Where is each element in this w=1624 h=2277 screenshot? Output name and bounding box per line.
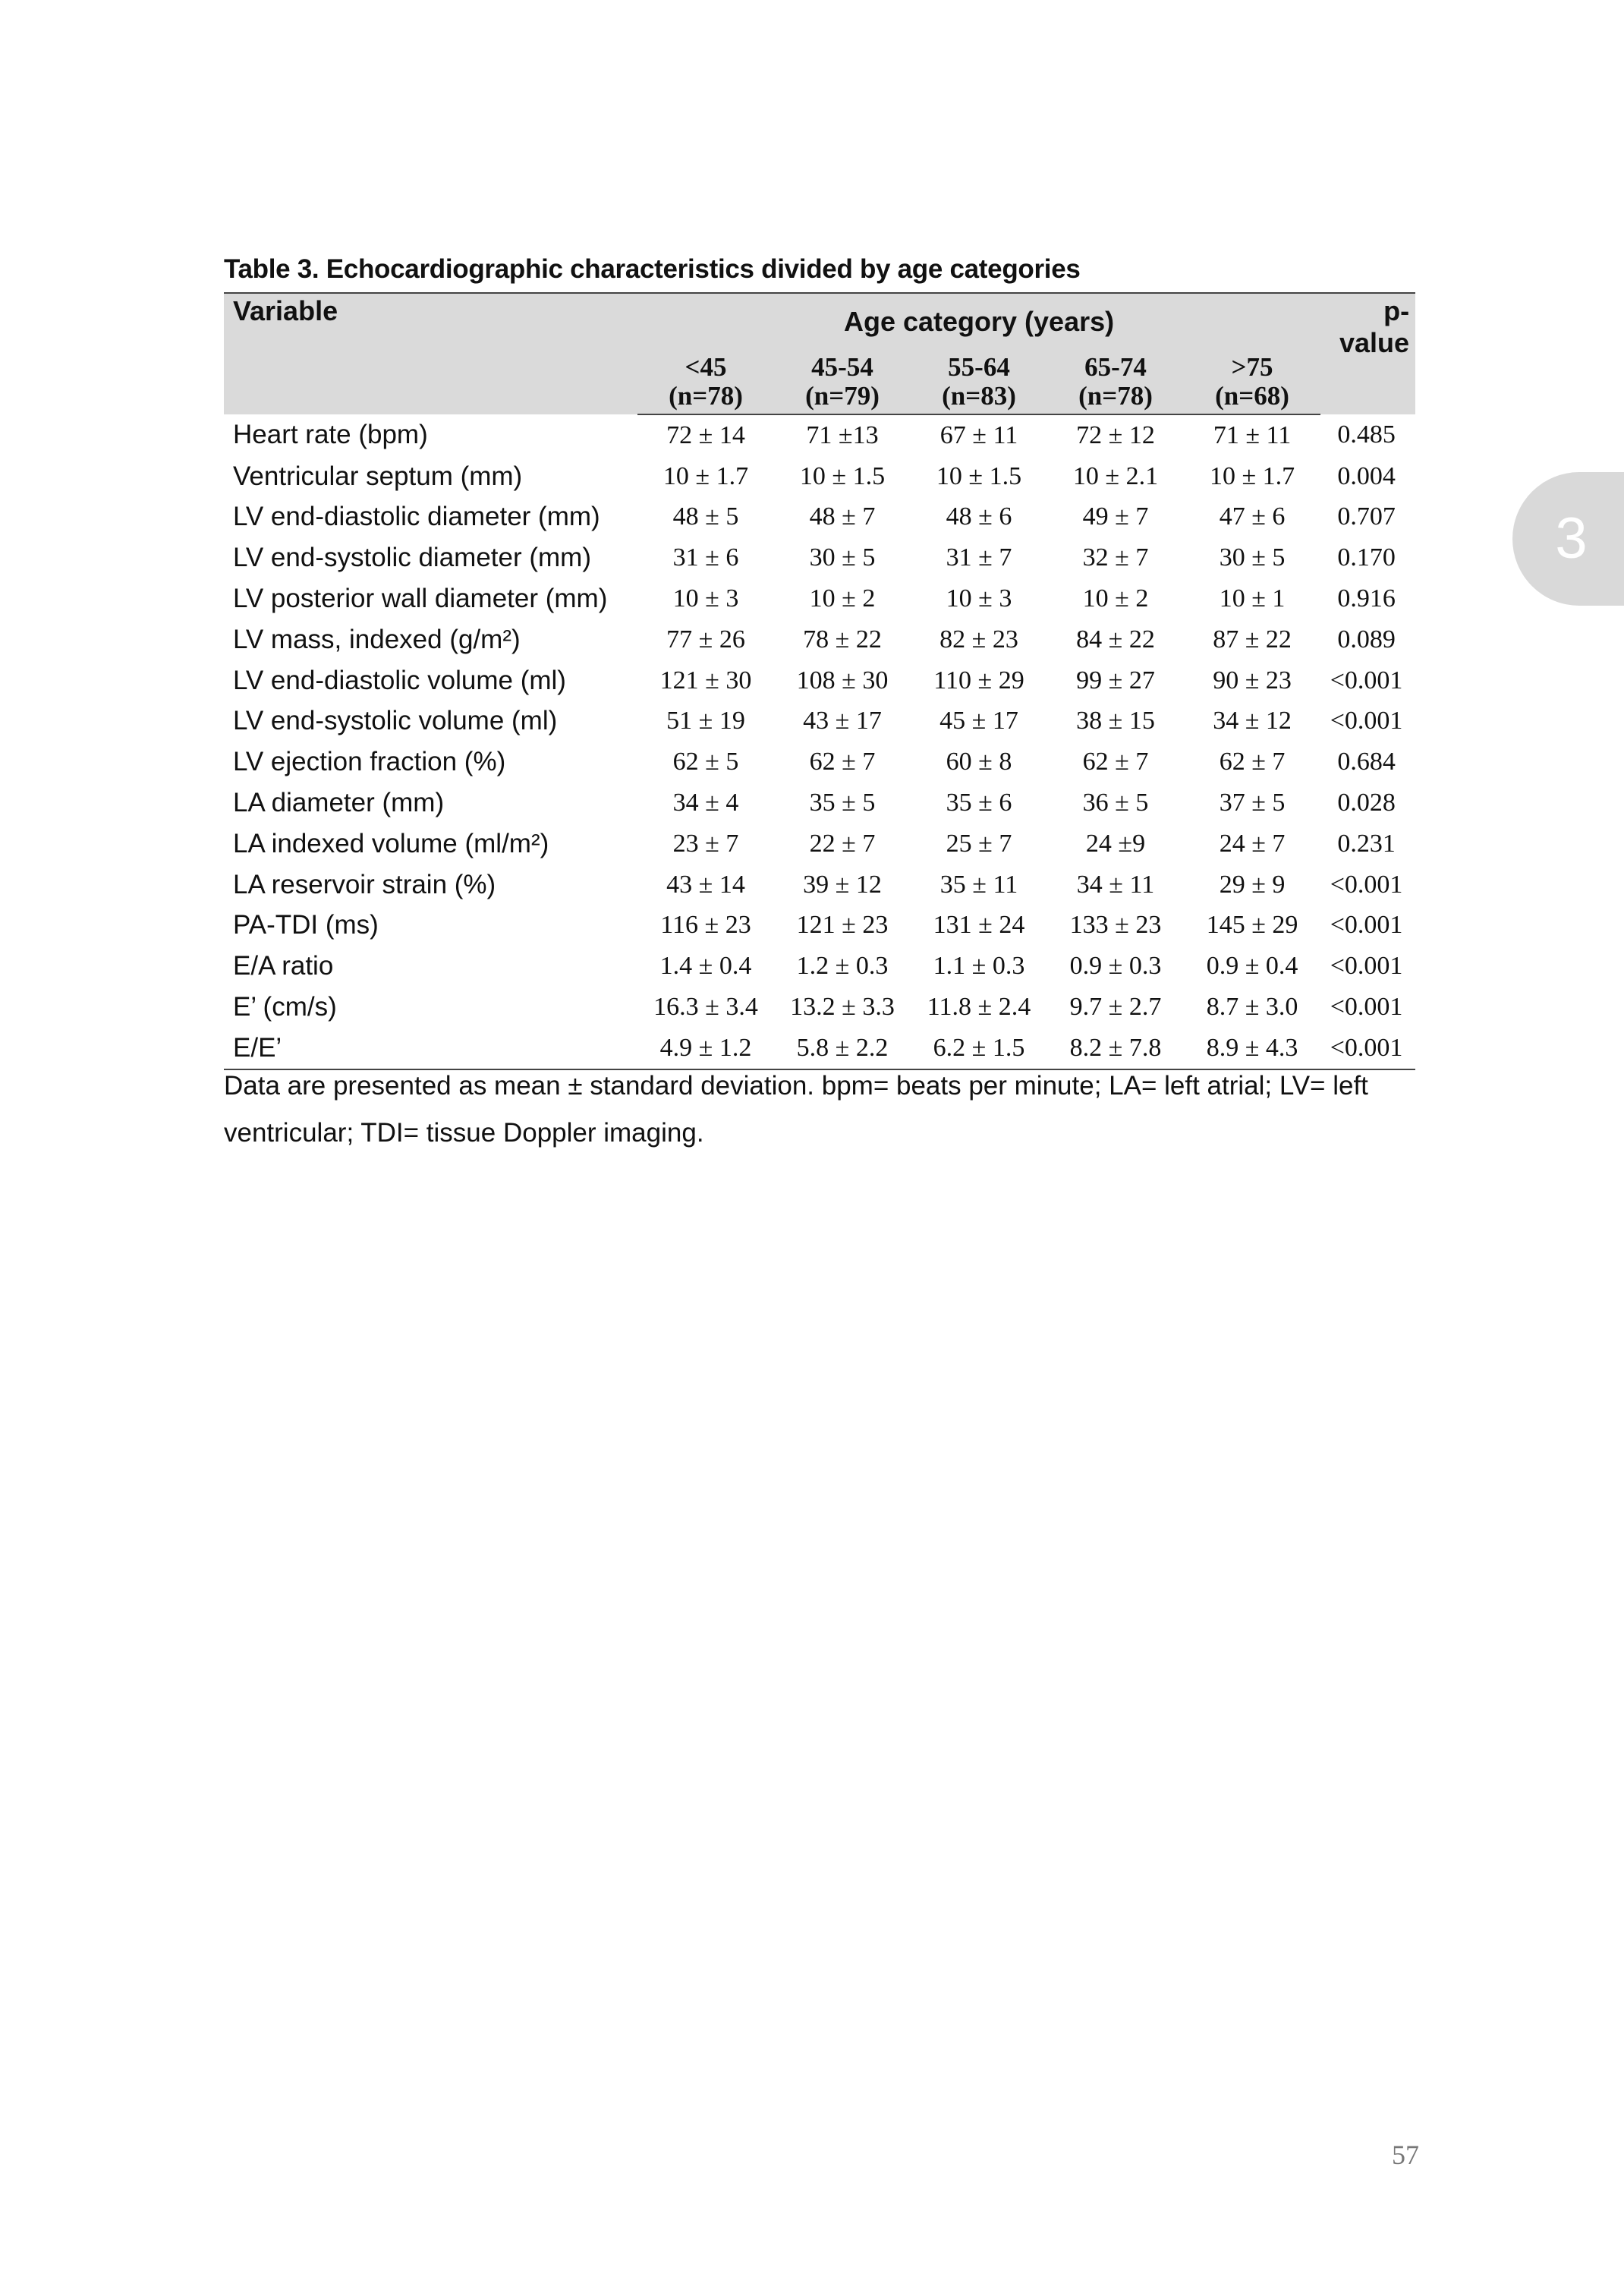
age-group-count: (n=78) <box>1078 381 1153 411</box>
pvalue-cell: 0.089 <box>1337 625 1396 653</box>
value-cell: 25 ± 7 <box>946 829 1012 858</box>
value-cell: 60 ± 8 <box>946 748 1012 776</box>
variable-cell: LV posterior wall diameter (mm) <box>233 584 608 614</box>
value-cell: 77 ± 26 <box>666 625 745 653</box>
value-cell: 116 ± 23 <box>660 911 751 940</box>
value-cell: 62 ± 7 <box>1082 748 1149 776</box>
pvalue-cell: 0.028 <box>1337 789 1396 817</box>
value-cell: 35 ± 6 <box>946 789 1012 817</box>
value-cell: 9.7 ± 2.7 <box>1069 993 1162 1022</box>
value-cell: 1.4 ± 0.4 <box>659 952 752 981</box>
variable-cell: LV end-systolic diameter (mm) <box>233 543 591 573</box>
value-cell: 29 ± 9 <box>1219 870 1286 899</box>
value-cell: 121 ± 30 <box>659 666 752 694</box>
age-group-label: 65-74 <box>1084 352 1147 383</box>
value-cell: 24 ±9 <box>1085 829 1146 858</box>
value-cell: 131 ± 24 <box>933 911 1025 940</box>
variable-cell: PA-TDI (ms) <box>233 910 379 940</box>
table-header-row-1 <box>224 293 1415 338</box>
value-cell: 11.8 ± 2.4 <box>927 993 1031 1022</box>
value-cell: 1.1 ± 0.3 <box>933 952 1025 981</box>
value-cell: 62 ± 7 <box>809 748 876 776</box>
variable-cell: LA indexed volume (ml/m²) <box>233 828 549 858</box>
table-footnote: Data are presented as mean ± standard deviation. bpm= beats per minute; LA= left atrial; LV= left ventricular; TDI= tissue Doppler imaging. <box>224 1071 1368 1148</box>
value-cell: 47 ± 6 <box>1219 502 1286 531</box>
table-row <box>224 701 1415 742</box>
value-cell: 145 ± 29 <box>1206 911 1298 940</box>
value-cell: 16.3 ± 3.4 <box>653 993 758 1022</box>
value-cell: 1.2 ± 0.3 <box>796 952 889 981</box>
age-group-count: (n=78) <box>669 381 743 411</box>
value-cell: 71 ±13 <box>806 420 879 449</box>
pvalue-cell: 0.707 <box>1337 502 1396 531</box>
age-group-label: 45-54 <box>811 352 873 383</box>
age-group-header <box>637 338 774 414</box>
pvalue-cell: <0.001 <box>1330 952 1403 981</box>
value-cell: 133 ± 23 <box>1069 911 1162 940</box>
value-cell: 8.9 ± 4.3 <box>1184 1028 1320 1069</box>
value-cell: 0.9 ± 0.3 <box>1069 952 1162 981</box>
value-cell: 35 ± 11 <box>939 870 1018 899</box>
pvalue-cell: 0.916 <box>1337 584 1396 613</box>
table-row <box>224 905 1415 946</box>
value-cell: 78 ± 22 <box>803 625 882 653</box>
table-row <box>224 742 1415 783</box>
pvalue-cell: <0.001 <box>1330 993 1403 1022</box>
value-cell: 30 ± 5 <box>1219 543 1286 572</box>
value-cell: 99 ± 27 <box>1076 666 1155 694</box>
value-cell: 0.9 ± 0.4 <box>1206 952 1298 981</box>
variable-cell: LA diameter (mm) <box>233 788 445 818</box>
value-cell: 108 ± 30 <box>796 666 889 694</box>
age-group-count: (n=83) <box>942 381 1016 411</box>
value-cell: 38 ± 15 <box>1076 707 1155 735</box>
value-cell: 10 ± 1.5 <box>799 461 886 490</box>
value-cell: 37 ± 5 <box>1219 789 1286 817</box>
variable-cell: LV end-diastolic diameter (mm) <box>233 502 600 532</box>
value-cell: 10 ± 3 <box>946 584 1012 613</box>
value-cell: 87 ± 22 <box>1213 625 1292 653</box>
variable-cell: LA reservoir strain (%) <box>233 869 496 899</box>
pvalue-cell: 0.485 <box>1337 420 1396 449</box>
variable-cell: E’ (cm/s) <box>233 992 337 1022</box>
pvalue-cell: <0.001 <box>1330 911 1403 940</box>
page-number: 57 <box>1392 2140 1419 2170</box>
variable-cell: LV end-systolic volume (ml) <box>233 706 558 736</box>
value-cell: 34 ± 12 <box>1213 707 1292 735</box>
variable-cell: Ventricular septum (mm) <box>233 461 523 491</box>
value-cell: 10 ± 1.7 <box>1209 461 1295 490</box>
variable-cell: LV ejection fraction (%) <box>233 747 506 777</box>
table-row <box>224 987 1415 1028</box>
variable-cell: LV mass, indexed (g/m²) <box>233 624 521 654</box>
age-group-header <box>774 338 911 414</box>
table-row <box>224 497 1415 538</box>
age-category-header: Age category (years) <box>637 293 1320 338</box>
table-row <box>224 414 1415 456</box>
pvalue-header: p-value <box>1320 293 1415 414</box>
age-group-header <box>1184 338 1320 414</box>
age-group-count: (n=79) <box>805 381 880 411</box>
age-group-label: >75 <box>1231 352 1273 383</box>
age-group-label: <45 <box>685 352 727 383</box>
value-cell: 72 ± 12 <box>1076 420 1155 449</box>
table-row <box>224 660 1415 701</box>
value-cell: 8.7 ± 3.0 <box>1206 993 1298 1022</box>
value-cell: 6.2 ± 1.5 <box>911 1028 1047 1069</box>
chapter-number: 3 <box>1555 506 1588 571</box>
pvalue-cell: <0.001 <box>1320 1028 1415 1069</box>
pvalue-cell: 0.170 <box>1337 543 1396 572</box>
table-row <box>224 824 1415 865</box>
table-body <box>224 414 1415 1069</box>
variable-header: Variable <box>224 293 637 414</box>
age-group-count: (n=68) <box>1215 381 1289 411</box>
value-cell: 30 ± 5 <box>809 543 876 572</box>
table-row <box>224 619 1415 660</box>
value-cell: 90 ± 23 <box>1213 666 1292 694</box>
value-cell: 48 ± 5 <box>672 502 739 531</box>
variable-cell: E/A ratio <box>233 951 334 981</box>
value-cell: 43 ± 17 <box>803 707 882 735</box>
value-cell: 45 ± 17 <box>939 707 1018 735</box>
table-row <box>224 578 1415 619</box>
value-cell: 13.2 ± 3.3 <box>790 993 895 1022</box>
chapter-tab <box>1512 472 1624 606</box>
value-cell: 34 ± 4 <box>672 789 739 817</box>
pvalue-cell: <0.001 <box>1330 707 1403 735</box>
value-cell: 10 ± 1.5 <box>936 461 1022 490</box>
value-cell: 84 ± 22 <box>1076 625 1155 653</box>
value-cell: 32 ± 7 <box>1082 543 1149 572</box>
age-group-header <box>911 338 1047 414</box>
value-cell: 35 ± 5 <box>809 789 876 817</box>
table-row <box>224 783 1415 824</box>
value-cell: 10 ± 1 <box>1219 584 1286 613</box>
value-cell: 10 ± 2 <box>809 584 876 613</box>
table-row <box>224 865 1415 905</box>
value-cell: 43 ± 14 <box>666 870 745 899</box>
value-cell: 34 ± 11 <box>1076 870 1155 899</box>
pvalue-cell: 0.004 <box>1337 461 1396 490</box>
value-cell: 10 ± 2.1 <box>1072 461 1159 490</box>
value-cell: 4.9 ± 1.2 <box>637 1028 774 1069</box>
value-cell: 62 ± 7 <box>1219 748 1286 776</box>
value-cell: 10 ± 2 <box>1082 584 1149 613</box>
age-group-label: 55-64 <box>948 352 1010 383</box>
value-cell: 51 ± 19 <box>666 707 745 735</box>
table-row <box>224 946 1415 987</box>
value-cell: 10 ± 1.7 <box>663 461 749 490</box>
value-cell: 22 ± 7 <box>809 829 876 858</box>
value-cell: 31 ± 6 <box>672 543 739 572</box>
value-cell: 67 ± 11 <box>939 420 1018 449</box>
value-cell: 24 ± 7 <box>1219 829 1286 858</box>
value-cell: 23 ± 7 <box>672 829 739 858</box>
value-cell: 49 ± 7 <box>1082 502 1149 531</box>
variable-cell: E/E’ <box>224 1028 637 1069</box>
value-cell: 5.8 ± 2.2 <box>774 1028 911 1069</box>
value-cell: 10 ± 3 <box>672 584 739 613</box>
pvalue-cell: 0.684 <box>1337 748 1396 776</box>
value-cell: 48 ± 7 <box>809 502 876 531</box>
value-cell: 72 ± 14 <box>666 420 745 449</box>
age-group-header <box>1047 338 1184 414</box>
value-cell: 121 ± 23 <box>796 911 889 940</box>
value-cell: 48 ± 6 <box>946 502 1012 531</box>
table-title: Table 3. Echocardiographic characteristics divided by age categories <box>224 254 1081 284</box>
value-cell: 71 ± 11 <box>1213 420 1292 449</box>
value-cell: 39 ± 12 <box>803 870 882 899</box>
table-row <box>224 537 1415 578</box>
value-cell: 110 ± 29 <box>933 666 1024 694</box>
echo-characteristics-table <box>224 292 1415 1070</box>
pvalue-cell: <0.001 <box>1330 666 1403 694</box>
table-row <box>224 456 1415 497</box>
pvalue-cell: 0.231 <box>1337 829 1396 858</box>
variable-cell: Heart rate (bpm) <box>233 420 428 450</box>
value-cell: 62 ± 5 <box>672 748 739 776</box>
value-cell: 36 ± 5 <box>1082 789 1149 817</box>
value-cell: 8.2 ± 7.8 <box>1047 1028 1184 1069</box>
variable-cell: LV end-diastolic volume (ml) <box>233 665 566 695</box>
value-cell: 82 ± 23 <box>939 625 1018 653</box>
value-cell: 31 ± 7 <box>946 543 1012 572</box>
pvalue-cell: <0.001 <box>1330 870 1403 899</box>
